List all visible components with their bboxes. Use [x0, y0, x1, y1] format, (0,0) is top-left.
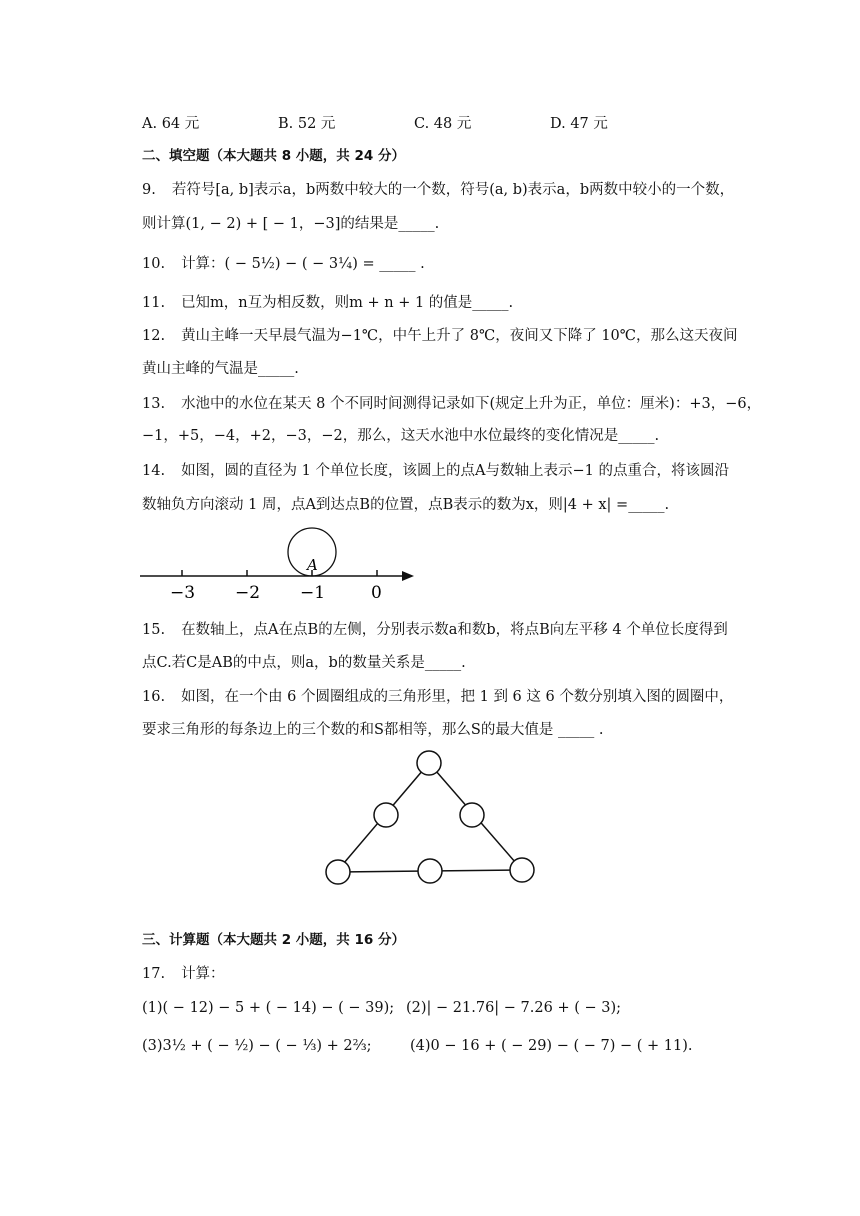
- q15-line2: 点C.若C是AB的中点，则a，b的数量关系是_____.: [142, 655, 466, 671]
- q14-line1: [142, 461, 729, 481]
- q17-line: [142, 964, 225, 984]
- section-3-heading: 三、计算题（本大题共 2 小题，共 16 分）: [142, 932, 405, 948]
- q16-line1: [142, 687, 733, 707]
- q12-number: 12.: [142, 328, 166, 344]
- q17-number: 17.: [142, 966, 166, 982]
- q13-line1: [142, 394, 761, 414]
- q11-text: 已知m，n互为相反数，则m + n + 1 的值是_____.: [181, 295, 514, 311]
- option-b: B. 52 元: [278, 116, 336, 132]
- number-line-arrow-icon: [402, 571, 414, 581]
- q12-line2: 黄山主峰的气温是_____.: [142, 361, 299, 377]
- q10-number: 10.: [142, 256, 166, 272]
- tick-label-0: 0: [371, 583, 382, 603]
- q16-line2: 要求三角形的每条边上的三个数的和S都相等，那么S的最大值是 _____ .: [142, 722, 604, 738]
- option-d: D. 47 元: [550, 116, 608, 132]
- circle-bottom-left: [326, 860, 350, 884]
- section-2-heading: 二、填空题（本大题共 8 小题，共 24 分）: [142, 148, 405, 164]
- q9-line1: [142, 180, 734, 200]
- q9-line2: 则计算(1, − 2) + [ − 1，−3]的结果是_____.: [142, 216, 440, 232]
- q14-line2: 数轴负方向滚动 1 周，点A到达点B的位置，点B表示的数为x，则|4 + x| =_____.: [142, 497, 670, 513]
- q17-part2: (2)| − 21.76| − 7.26 + ( − 3);: [406, 1000, 622, 1016]
- q14-number: 14.: [142, 463, 166, 479]
- q17-part4: (4)0 − 16 + ( − 29) − ( − 7) − ( + 11).: [410, 1038, 693, 1054]
- circle-bottom-mid: [418, 859, 442, 883]
- q15-text1: 在数轴上，点A在点B的左侧，分别表示数a和数b，将点B向左平移 4 个单位长度得到: [181, 622, 728, 638]
- tick-label-neg3: −3: [170, 583, 196, 603]
- q10-text: 计算：( − 5½) − ( − 3¼) = _____ .: [181, 256, 425, 272]
- q15-number: 15.: [142, 622, 166, 638]
- q10-line: [142, 254, 425, 274]
- q16-number: 16.: [142, 689, 166, 705]
- circle-left-mid: [374, 803, 398, 827]
- tick-label-neg2: −2: [235, 583, 261, 603]
- q15-line1: [142, 620, 728, 640]
- q12-line1: [142, 326, 738, 346]
- q16-text1: 如图，在一个由 6 个圆圈组成的三角形里，把 1 到 6 这 6 个数分别填入图的圆圈中，: [181, 689, 734, 705]
- q11-number: 11.: [142, 295, 166, 311]
- q13-line2: −1，+5，−4，+2，−3，−2，那么，这天水池中水位最终的变化情况是_____.: [142, 428, 660, 444]
- q13-number: 13.: [142, 396, 166, 412]
- q17-part1: (1)( − 12) − 5 + ( − 14) − ( − 39);: [142, 1000, 395, 1016]
- circle-right-mid: [460, 803, 484, 827]
- q12-text1: 黄山主峰一天早晨气温为−1℃，中午上升了 8℃，夜间又下降了 10℃，那么这天夜间: [181, 328, 738, 344]
- q9-text1: 若符号[a, b]表示a，b两数中较大的一个数，符号(a, b)表示a，b两数中较小的一个数，: [171, 182, 735, 198]
- q11-line: [142, 293, 513, 313]
- option-c: C. 48 元: [414, 116, 472, 132]
- q17-part3: (3)3½ + ( − ½) − ( − ⅓) + 2⅔;: [142, 1038, 372, 1054]
- q9-number: 9.: [142, 182, 156, 198]
- q13-text1: 水池中的水位在某天 8 个不同时间测得记录如下(规定上升为正，单位：厘米)：+3，−6，: [181, 396, 762, 412]
- point-a-label: A: [307, 556, 318, 574]
- q14-text1: 如图，圆的直径为 1 个单位长度，该圆上的点A与数轴上表示−1 的点重合，将该圆沿: [181, 463, 729, 479]
- tick-label-neg1: −1: [300, 583, 326, 603]
- number-line-figure: [130, 520, 430, 610]
- circle-top: [417, 751, 441, 775]
- q17-intro: 计算：: [181, 966, 225, 982]
- triangle-circles-figure: [310, 745, 550, 895]
- option-a: A. 64 元: [142, 116, 200, 132]
- circle-bottom-right: [510, 858, 534, 882]
